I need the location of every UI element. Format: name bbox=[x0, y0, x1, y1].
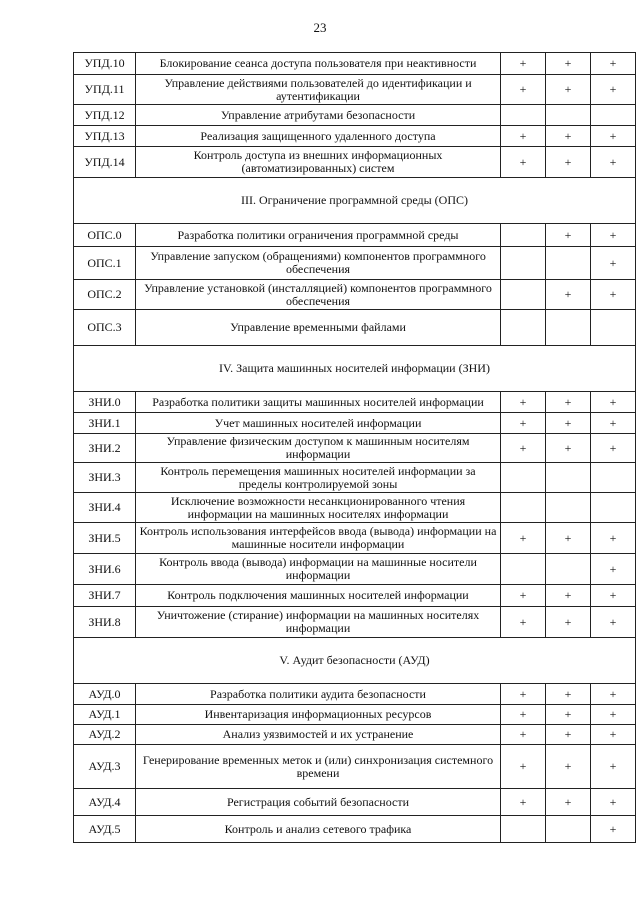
level-mark-2: + bbox=[546, 523, 591, 554]
measure-description: Управление запуском (обращениями) компонентов программного обеспечения bbox=[136, 247, 501, 280]
level-mark-3: + bbox=[591, 789, 636, 816]
level-mark-2: + bbox=[546, 53, 591, 75]
table-row bbox=[74, 224, 636, 247]
level-mark-3: + bbox=[591, 126, 636, 147]
level-mark-3: + bbox=[591, 247, 636, 280]
level-mark-2 bbox=[546, 247, 591, 280]
section-title: IV. Защита машинных носителей информации (ЗНИ) bbox=[74, 346, 636, 392]
level-mark-3: + bbox=[591, 816, 636, 843]
level-mark-1: + bbox=[501, 705, 546, 725]
table-row bbox=[74, 75, 636, 105]
level-mark-2: + bbox=[546, 789, 591, 816]
table-row bbox=[74, 585, 636, 607]
table-row bbox=[74, 607, 636, 638]
level-mark-1 bbox=[501, 280, 546, 310]
section-header-row bbox=[74, 346, 636, 392]
level-mark-2: + bbox=[546, 75, 591, 105]
measure-code: ЗНИ.6 bbox=[74, 554, 136, 585]
measure-description: Контроль доступа из внешних информационных (автоматизированных) систем bbox=[136, 147, 501, 178]
table-row bbox=[74, 463, 636, 493]
measure-code: АУД.3 bbox=[74, 745, 136, 789]
level-mark-3: + bbox=[591, 554, 636, 585]
measure-code: ЗНИ.4 bbox=[74, 493, 136, 523]
table-row bbox=[74, 493, 636, 523]
measure-code: ЗНИ.0 bbox=[74, 392, 136, 413]
level-mark-3: + bbox=[591, 684, 636, 705]
table-row bbox=[74, 392, 636, 413]
measure-description: Контроль и анализ сетевого трафика bbox=[136, 816, 501, 843]
table-row bbox=[74, 434, 636, 463]
level-mark-1 bbox=[501, 310, 546, 346]
level-mark-1 bbox=[501, 554, 546, 585]
measure-code: ОПС.3 bbox=[74, 310, 136, 346]
page-number: 23 bbox=[313, 20, 327, 35]
measure-code: АУД.2 bbox=[74, 725, 136, 745]
level-mark-1 bbox=[501, 816, 546, 843]
level-mark-3: + bbox=[591, 224, 636, 247]
level-mark-2: + bbox=[546, 607, 591, 638]
level-mark-3: + bbox=[591, 413, 636, 434]
table-row bbox=[74, 53, 636, 75]
measure-description: Разработка политики ограничения программной среды bbox=[136, 224, 501, 247]
level-mark-1: + bbox=[501, 75, 546, 105]
level-mark-2: + bbox=[546, 434, 591, 463]
measure-description: Исключение возможности несанкционированного чтения информации на машинных носителях информации bbox=[136, 493, 501, 523]
measure-description: Контроль перемещения машинных носителей информации за пределы контролируемой зоны bbox=[136, 463, 501, 493]
table-row bbox=[74, 247, 636, 280]
level-mark-3 bbox=[591, 463, 636, 493]
measure-description: Управление установкой (инсталляцией) компонентов программного обеспечения bbox=[136, 280, 501, 310]
measure-code: ЗНИ.2 bbox=[74, 434, 136, 463]
measure-code: АУД.0 bbox=[74, 684, 136, 705]
level-mark-3 bbox=[591, 310, 636, 346]
table-row bbox=[74, 105, 636, 126]
level-mark-2: + bbox=[546, 392, 591, 413]
level-mark-1: + bbox=[501, 147, 546, 178]
measure-code: ЗНИ.5 bbox=[74, 523, 136, 554]
level-mark-1: + bbox=[501, 607, 546, 638]
table-row bbox=[74, 147, 636, 178]
section-header-row bbox=[74, 178, 636, 224]
measure-description: Анализ уязвимостей и их устранение bbox=[136, 725, 501, 745]
table-row bbox=[74, 523, 636, 554]
level-mark-2: + bbox=[546, 745, 591, 789]
section-header-row bbox=[74, 638, 636, 684]
level-mark-3: + bbox=[591, 523, 636, 554]
level-mark-3: + bbox=[591, 280, 636, 310]
measure-code: ОПС.1 bbox=[74, 247, 136, 280]
measure-description: Уничтожение (стирание) информации на машинных носителях информации bbox=[136, 607, 501, 638]
table-row bbox=[74, 725, 636, 745]
level-mark-3: + bbox=[591, 725, 636, 745]
table-row bbox=[74, 684, 636, 705]
measure-description: Контроль использования интерфейсов ввода (вывода) информации на машинные носители информации bbox=[136, 523, 501, 554]
level-mark-1: + bbox=[501, 434, 546, 463]
level-mark-1 bbox=[501, 247, 546, 280]
level-mark-2: + bbox=[546, 684, 591, 705]
security-measures-table bbox=[73, 52, 636, 843]
table-row bbox=[74, 705, 636, 725]
measure-description: Управление атрибутами безопасности bbox=[136, 105, 501, 126]
measure-description: Разработка политики защиты машинных носителей информации bbox=[136, 392, 501, 413]
level-mark-2: + bbox=[546, 585, 591, 607]
measure-description: Регистрация событий безопасности bbox=[136, 789, 501, 816]
table-row bbox=[74, 816, 636, 843]
section-title: III. Ограничение программной среды (ОПС) bbox=[74, 178, 636, 224]
table-row bbox=[74, 280, 636, 310]
measure-code: УПД.13 bbox=[74, 126, 136, 147]
level-mark-3: + bbox=[591, 607, 636, 638]
level-mark-1: + bbox=[501, 745, 546, 789]
level-mark-2: + bbox=[546, 725, 591, 745]
table-row bbox=[74, 554, 636, 585]
table-row bbox=[74, 745, 636, 789]
table-body bbox=[74, 53, 636, 843]
level-mark-2: + bbox=[546, 126, 591, 147]
measure-code: ЗНИ.7 bbox=[74, 585, 136, 607]
table-row bbox=[74, 310, 636, 346]
section-title: V. Аудит безопасности (АУД) bbox=[74, 638, 636, 684]
level-mark-3: + bbox=[591, 585, 636, 607]
measure-description: Контроль ввода (вывода) информации на машинные носители информации bbox=[136, 554, 501, 585]
measure-code: УПД.14 bbox=[74, 147, 136, 178]
measure-description: Реализация защищенного удаленного доступа bbox=[136, 126, 501, 147]
level-mark-3: + bbox=[591, 53, 636, 75]
level-mark-1 bbox=[501, 463, 546, 493]
measure-description: Управление действиями пользователей до идентификации и аутентификации bbox=[136, 75, 501, 105]
measure-code: УПД.11 bbox=[74, 75, 136, 105]
measure-code: ОПС.2 bbox=[74, 280, 136, 310]
level-mark-3: + bbox=[591, 392, 636, 413]
measure-code: УПД.12 bbox=[74, 105, 136, 126]
level-mark-2: + bbox=[546, 280, 591, 310]
level-mark-1: + bbox=[501, 126, 546, 147]
level-mark-1: + bbox=[501, 413, 546, 434]
level-mark-1 bbox=[501, 105, 546, 126]
measure-description: Управление временными файлами bbox=[136, 310, 501, 346]
level-mark-1: + bbox=[501, 392, 546, 413]
level-mark-1: + bbox=[501, 53, 546, 75]
level-mark-3: + bbox=[591, 434, 636, 463]
level-mark-2: + bbox=[546, 147, 591, 178]
table-row bbox=[74, 789, 636, 816]
table-row bbox=[74, 126, 636, 147]
level-mark-3: + bbox=[591, 75, 636, 105]
table-row bbox=[74, 413, 636, 434]
level-mark-1: + bbox=[501, 684, 546, 705]
measure-description: Управление физическим доступом к машинным носителям информации bbox=[136, 434, 501, 463]
measure-code: УПД.10 bbox=[74, 53, 136, 75]
level-mark-3: + bbox=[591, 745, 636, 789]
measure-code: ЗНИ.1 bbox=[74, 413, 136, 434]
level-mark-2 bbox=[546, 105, 591, 126]
measure-description: Учет машинных носителей информации bbox=[136, 413, 501, 434]
measure-code: АУД.4 bbox=[74, 789, 136, 816]
level-mark-1 bbox=[501, 224, 546, 247]
level-mark-3 bbox=[591, 493, 636, 523]
measure-description: Блокирование сеанса доступа пользователя при неактивности bbox=[136, 53, 501, 75]
level-mark-2 bbox=[546, 816, 591, 843]
level-mark-1: + bbox=[501, 789, 546, 816]
measure-description: Контроль подключения машинных носителей информации bbox=[136, 585, 501, 607]
level-mark-2 bbox=[546, 310, 591, 346]
level-mark-3: + bbox=[591, 147, 636, 178]
level-mark-1: + bbox=[501, 523, 546, 554]
measure-code: ЗНИ.8 bbox=[74, 607, 136, 638]
level-mark-1: + bbox=[501, 725, 546, 745]
measure-code: АУД.1 bbox=[74, 705, 136, 725]
level-mark-3 bbox=[591, 105, 636, 126]
level-mark-2 bbox=[546, 493, 591, 523]
level-mark-2 bbox=[546, 554, 591, 585]
level-mark-2: + bbox=[546, 705, 591, 725]
level-mark-3: + bbox=[591, 705, 636, 725]
measure-description: Инвентаризация информационных ресурсов bbox=[136, 705, 501, 725]
measure-code: АУД.5 bbox=[74, 816, 136, 843]
measure-description: Генерирование временных меток и (или) синхронизация системного времени bbox=[136, 745, 501, 789]
level-mark-1: + bbox=[501, 585, 546, 607]
measure-code: ЗНИ.3 bbox=[74, 463, 136, 493]
measure-description: Разработка политики аудита безопасности bbox=[136, 684, 501, 705]
measure-code: ОПС.0 bbox=[74, 224, 136, 247]
level-mark-2: + bbox=[546, 224, 591, 247]
level-mark-2 bbox=[546, 463, 591, 493]
level-mark-1 bbox=[501, 493, 546, 523]
level-mark-2: + bbox=[546, 413, 591, 434]
